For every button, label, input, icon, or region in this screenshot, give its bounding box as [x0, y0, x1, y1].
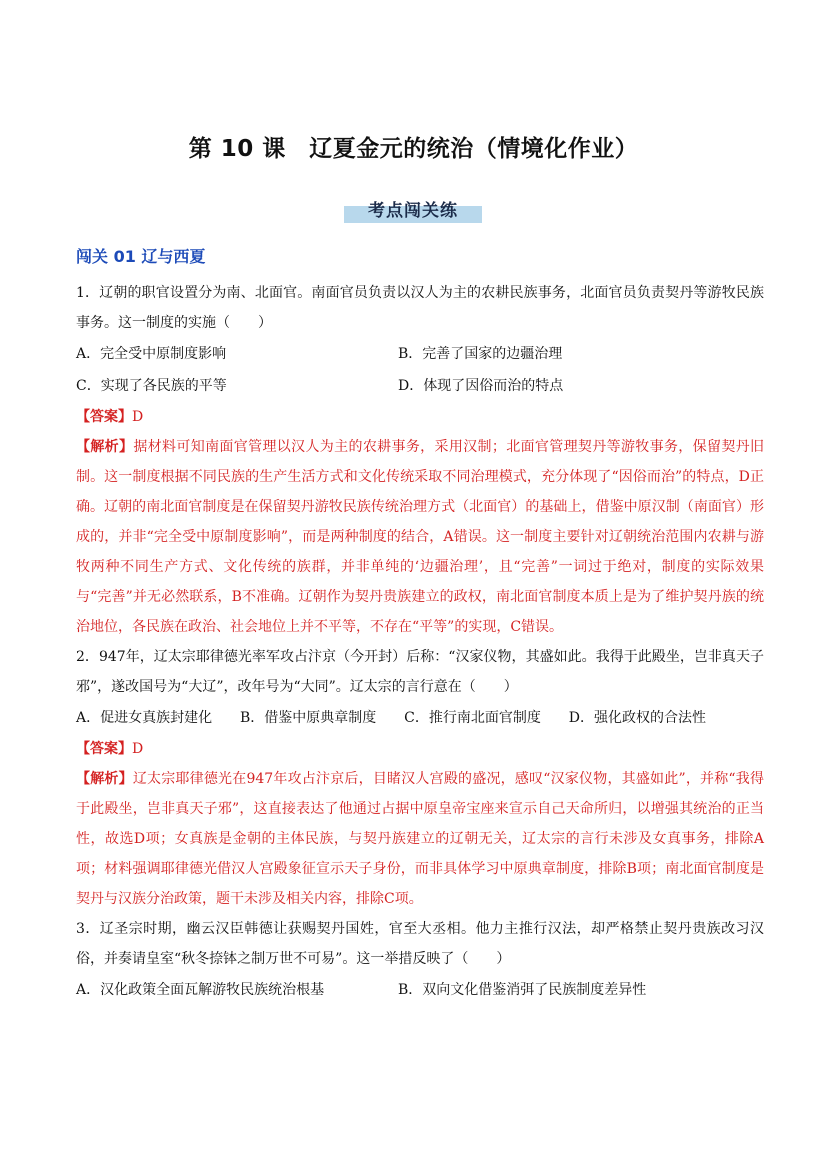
q1-option-b: B．完善了国家的边疆治理: [398, 346, 563, 362]
q2-analysis: [76, 764, 764, 914]
q1-option-a: A．完全受中原制度影响: [76, 346, 227, 362]
q1-answer-tag: 【答案】: [76, 409, 132, 425]
question-3-stem: 3．辽圣宗时期，幽云汉臣韩德让获赐契丹国姓，官至大丞相。他力主推行汉法，却严格禁止契丹贵族改习汉俗，并奏请皇室“秋冬捺钵之制万世不可易”。这一举措反映了（ ）: [76, 921, 764, 967]
question-1-stem: 1．辽朝的职官设置分为南、北面官。南面官员负责以汉人为主的农耕民族事务，北面官员负责契丹等游牧民族事务。这一制度的实施（ ）: [76, 285, 764, 331]
q1-analysis: [76, 432, 764, 642]
q3-option-b: B．双向文化借鉴消弭了民族制度差异性: [398, 982, 647, 998]
q1-option-d: D．体现了因俗而治的特点: [398, 378, 564, 394]
section-banner: [344, 196, 482, 226]
q2-option-d: D．强化政权的合法性: [568, 710, 706, 726]
q1-answer: [76, 402, 764, 432]
q2-option-a: A．促进女真族封建化: [76, 710, 213, 726]
q1-analysis-tag: 【解析】: [76, 439, 134, 455]
q2-answer: [76, 734, 764, 764]
q2-option-b: B．借鉴中原典章制度: [240, 710, 377, 726]
banner-text: 考点闯关练: [368, 201, 458, 221]
q2-answer-value: D: [132, 741, 144, 757]
q1-answer-value: D: [132, 409, 144, 425]
questions: [76, 278, 764, 1006]
q1-analysis-text: 据材料可知南面官管理以汉人为主的农耕事务，采用汉制；北面官管理契丹等游牧事务，保留契丹旧制。这一制度根据不同民族的生产生活方式和文化传统采取不同治理模式，充分体现了“因俗而治”的特点，D正确。辽朝的南北面官制度是在保留契丹游牧民族传统治理方式（北面官）的基础上，借鉴中原汉制（南面官）形成的，并非“完全受中原制度影响”，而是两种制度的结合，A错误。这一制度主要针对辽朝统治范围内农耕与游牧两种不同生产方式、文化传统的族群，并非单纯的‘边疆治理’，且“完善”一词过于绝对，制度的实际效果与“完善”并无必然联系，B不准确。辽朝作为契丹贵族建立的政权，南北面官制度本质上是为了维护契丹族的统治地位，各民族在政治、社会地位上并不平等，不存在“平等”的实现，C错误。: [76, 439, 765, 635]
q3-option-a: A．汉化政策全面瓦解游牧民族统治根基: [76, 982, 325, 998]
q2-option-c: C．推行南北面官制度: [404, 710, 541, 726]
question-2-stem: 2．947年，辽太宗耶律德光率军攻占汴京（今开封）后称：“汉家仪物，其盛如此。我得于此殿坐，岂非真天子邪”，遂改国号为“大辽”，改年号为“大同”。辽太宗的言行意在（ ）: [76, 649, 764, 695]
q2-analysis-tag: 【解析】: [76, 771, 133, 787]
q1-option-c: C．实现了各民族的平等: [76, 378, 227, 394]
section-heading: 闯关 01 辽与西夏: [76, 247, 206, 266]
page-title: 第 10 课 辽夏金元的统治（情境化作业）: [188, 136, 639, 162]
question-3-options: [76, 974, 764, 1006]
question-2-options: [76, 702, 706, 734]
q2-answer-tag: 【答案】: [76, 741, 132, 757]
question-1-options: [76, 338, 764, 402]
q2-analysis-text: 辽太宗耶律德光在947年攻占汴京后，目睹汉人宫殿的盛况，感叹“汉家仪物，其盛如此”，并称“我得于此殿坐，岂非真天子邪”，这直接表达了他通过占据中原皇帝宝座来宣示自己天命所归，以增强其统治的正当性，故选D项；女真族是金朝的主体民族，与契丹族建立的辽朝无关，辽太宗的言行未涉及女真事务，排除A项；材料强调耶律德光借汉人宫殿象征宣示天子身份，而非具体学习中原典章制度，排除B项；南北面官制度是契丹与汉族分治政策，题干未涉及相关内容，排除C项。: [76, 771, 764, 907]
